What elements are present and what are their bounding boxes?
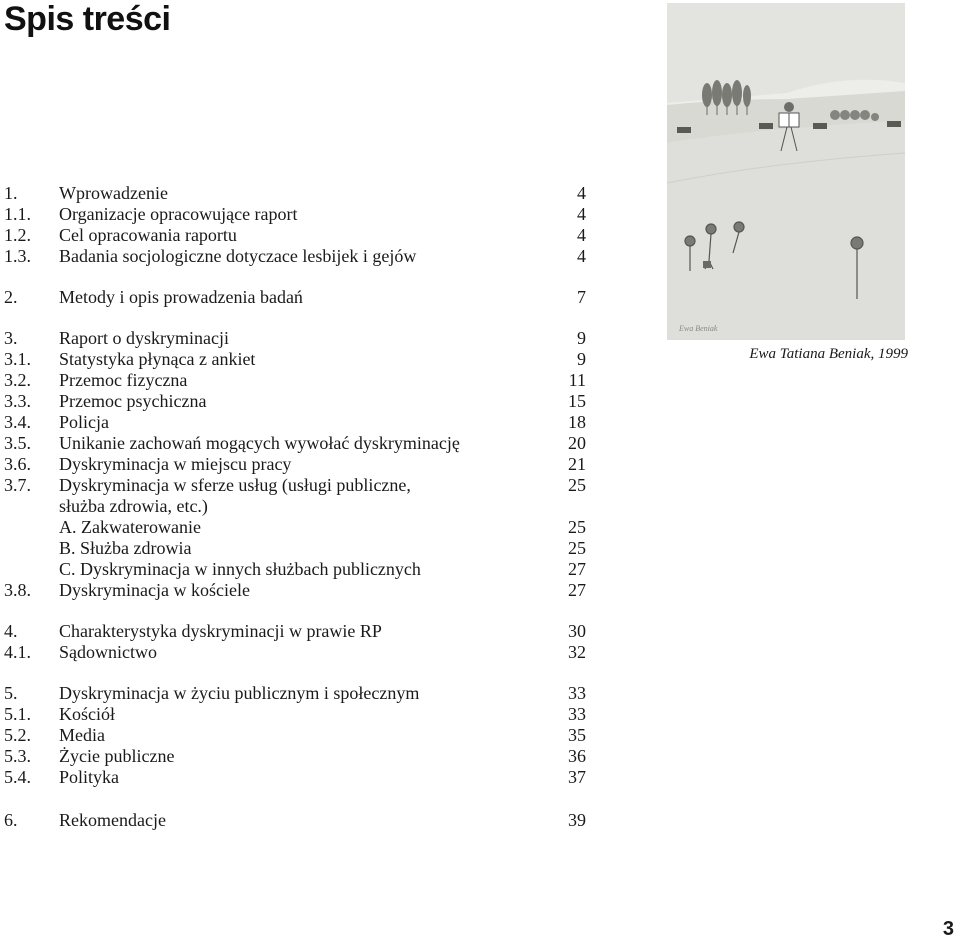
toc-entry-title: Charakterystyka dyskryminacji w prawie RP [59,621,382,641]
toc-entry-page: 4 [577,204,586,224]
toc-entry-title: Cel opracowania raportu [59,225,237,245]
toc-entry-page: 35 [568,725,586,745]
toc-entry-title: Przemoc fizyczna [59,370,188,390]
toc-entry-title: Sądownictwo [59,642,157,662]
toc-entry-number: 1.2. [4,225,31,245]
toc-entry [4,245,594,267]
toc-entry-number: 3.4. [4,412,31,432]
toc-entry-title: Dyskryminacja w kościele [59,580,250,600]
toc-entry-title: Rekomendacje [59,810,166,830]
toc-entry [4,620,594,642]
toc-entry [4,682,594,704]
toc-entry-number: 3.7. [4,475,31,495]
toc-entry-page: 4 [577,183,586,203]
toc-entry-page: 36 [568,746,586,766]
toc-entry [4,537,594,559]
toc-entry [4,432,594,454]
toc-entry [4,203,594,225]
toc-entry-title: Organizacje opracowujące raport [59,204,298,224]
toc-entry-number: 1. [4,183,18,203]
toc-entry-number: 5. [4,683,18,703]
toc-entry [4,495,594,517]
toc-entry-page: 33 [568,683,586,703]
toc-entry [4,558,594,580]
toc-entry-number: 4. [4,621,18,641]
toc-entry [4,516,594,538]
toc-entry-page: 21 [568,454,586,474]
toc-entry-number: 6. [4,810,18,830]
toc-entry-title: C. Dyskryminacja w innych służbach publicznych [59,559,421,579]
toc-entry-page: 33 [568,704,586,724]
toc-entry [4,724,594,746]
toc-entry-number: 2. [4,287,18,307]
toc-entry-page: 39 [568,810,586,830]
toc-entry [4,327,594,349]
toc-entry [4,182,594,204]
toc-entry [4,809,594,831]
toc-entry [4,453,594,475]
toc-entry-title: B. Służba zdrowia [59,538,192,558]
toc-entry-title: służba zdrowia, etc.) [59,496,208,516]
toc-entry-title: Wprowadzenie [59,183,168,203]
toc-entry-page: 9 [577,349,586,369]
toc-entry [4,224,594,246]
toc-entry [4,474,594,496]
toc-entry-page: 20 [568,433,586,453]
painting-image [667,3,905,340]
toc-entry-page: 4 [577,246,586,266]
toc-entry-page: 4 [577,225,586,245]
toc-entry-page: 32 [568,642,586,662]
toc-entry-number: 4.1. [4,642,31,662]
toc-entry-number: 3.5. [4,433,31,453]
toc-entry [4,703,594,725]
artist-signature: Ewa Beniak [679,324,718,333]
toc-entry-page: 27 [568,559,586,579]
toc-entry-number: 3.3. [4,391,31,411]
toc-entry-number: 5.4. [4,767,31,787]
toc-entry-page: 27 [568,580,586,600]
toc-entry-title: Raport o dyskryminacji [59,328,229,348]
toc-entry [4,286,594,308]
toc-entry-title: A. Zakwaterowanie [59,517,201,537]
illustration [667,3,905,340]
toc-entry [4,745,594,767]
toc-entry-title: Kościół [59,704,115,724]
toc-entry-page: 25 [568,538,586,558]
toc-entry-title: Przemoc psychiczna [59,391,207,411]
toc-entry-title: Dyskryminacja w miejscu pracy [59,454,292,474]
toc-entry [4,411,594,433]
toc-entry-title: Badania socjologiczne dotyczace lesbijek i gejów [59,246,417,266]
toc-entry-title: Życie publiczne [59,746,175,766]
toc-entry-number: 3.8. [4,580,31,600]
toc-entry [4,641,594,663]
toc-entry-page: 18 [568,412,586,432]
toc-entry [4,369,594,391]
toc-entry-number: 3.2. [4,370,31,390]
toc-entry-title: Media [59,725,105,745]
toc-entry-number: 1.3. [4,246,31,266]
toc-entry-page: 30 [568,621,586,641]
toc-entry-page: 15 [568,391,586,411]
toc-entry-number: 1.1. [4,204,31,224]
toc-entry [4,348,594,370]
toc-entry-page: 37 [568,767,586,787]
toc-entry-page: 7 [577,287,586,307]
toc-entry-title: Dyskryminacja w sferze usług (usługi publiczne, [59,475,411,495]
toc-entry-page: 11 [568,370,586,390]
toc-entry-title: Statystyka płynąca z ankiet [59,349,256,369]
toc-entry [4,579,594,601]
toc-entry-number: 3.1. [4,349,31,369]
toc-entry-title: Metody i opis prowadzenia badań [59,287,303,307]
toc-entry [4,390,594,412]
page-title: Spis treści [4,0,171,38]
page-number: 3 [942,918,954,940]
toc-entry [4,766,594,788]
toc-entry-title: Polityka [59,767,120,787]
toc-entry-title: Policja [59,412,109,432]
toc-entry-title: Dyskryminacja w życiu publicznym i społecznym [59,683,420,703]
toc-entry-page: 25 [568,475,586,495]
toc-entry-number: 3. [4,328,18,348]
toc-entry-number: 3.6. [4,454,31,474]
toc-entry-number: 5.3. [4,746,31,766]
toc-entry-title: Unikanie zachowań mogących wywołać dyskryminację [59,433,460,453]
toc-entry-number: 5.1. [4,704,31,724]
illustration-caption: Ewa Tatiana Beniak, 1999 [749,346,908,362]
toc-entry-page: 25 [568,517,586,537]
toc-entry-number: 5.2. [4,725,31,745]
toc-entry-page: 9 [577,328,586,348]
